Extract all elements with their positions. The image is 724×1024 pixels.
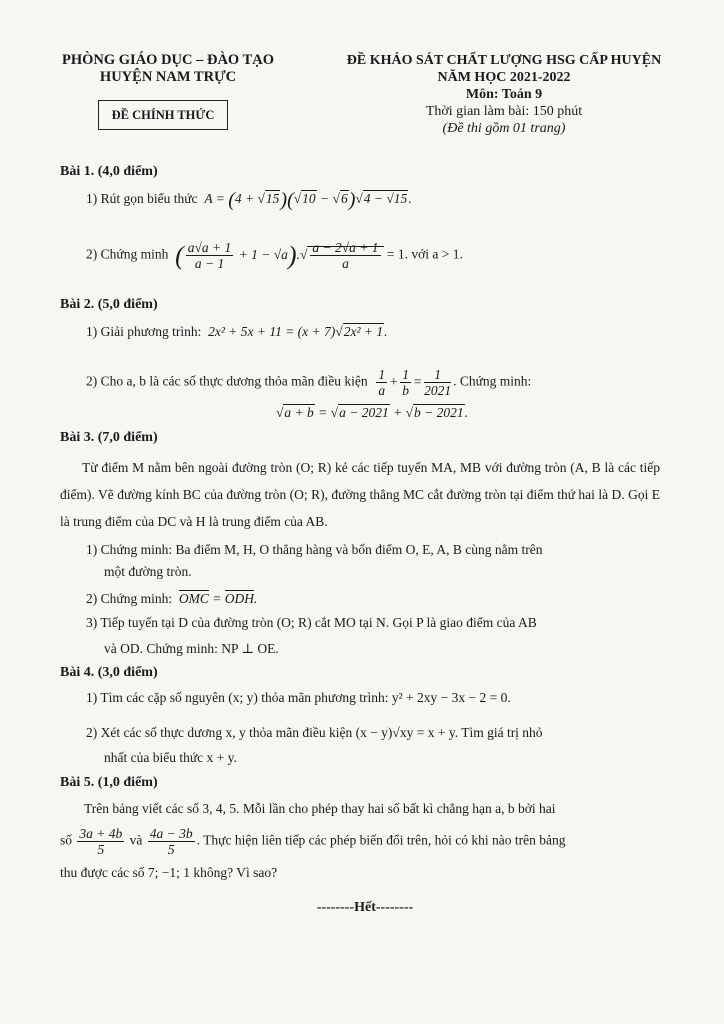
problem-4-title: Bài 4. (3,0 điểm) [60, 665, 158, 680]
problem-1-1-text: 1) Rút gọn biểu thức [86, 191, 198, 206]
problem-2-2-text: 2) Cho a, b là các số thực dương thỏa mãn điều kiện [86, 373, 368, 389]
time-limit: Thời gian làm bài: 150 phút [425, 104, 583, 119]
problem-5-line1: Trên bảng viết các số 3, 4, 5. Mỗi lần cho phép thay hai số bất kì chẳng hạn a, b bởi hai [84, 801, 556, 816]
problem-5-line2 [60, 826, 565, 857]
formula-1-1: A = (4 + √15)(√10 − √6)√4 − √15. [200, 188, 412, 211]
problem-2-1 [86, 323, 387, 341]
formula-2-2-condition: $\frac{1}{a}$ + $\frac{1}{b}$ = $\frac{1}{2021}$ [378, 367, 452, 398]
problem-3-2-text: 2) Chứng minh: [86, 591, 173, 606]
problem-5-line2-post: . Thực hiện liên tiếp các phép biến đổi trên, hỏi có khi nào trên bảng [196, 832, 566, 848]
problem-1-2-tail: = 1. với a > 1. [386, 246, 463, 262]
problem-3-2 [86, 590, 257, 608]
problem-1-title: Bài 1. (4,0 điểm) [60, 164, 158, 179]
problem-1-2 [86, 240, 463, 271]
problem-4-2-cont: nhất của biểu thức x + y. [104, 750, 237, 765]
department-name: PHÒNG GIÁO DỤC – ĐÀO TẠO [61, 52, 274, 68]
problem-4-1: 1) Tìm các cặp số nguyên (x; y) thỏa mãn phương trình: y² + 2xy − 3x − 2 = 0. [86, 690, 511, 705]
problem-3-3: 3) Tiếp tuyến tại D của đường tròn (O; R) cắt MO tại N. Gọi P là giao điểm của AB [86, 615, 537, 630]
formula-2-1: 2x² + 5x + 11 = (x + 7)√2x² + 1. [204, 324, 388, 339]
formula-5-second: $\frac{4a - 3b}{5}$ [149, 826, 193, 857]
problem-1-2-text: 2) Chứng minh [86, 246, 169, 262]
end-marker: --------Hết-------- [316, 900, 414, 915]
page-count: (Đề thi gồm 01 trang) [442, 121, 566, 136]
problem-2-2 [86, 367, 531, 398]
problem-3-3-cont: và OD. Chứng minh: NP ⊥ OE. [104, 641, 279, 656]
problem-2-2-tail: . Chứng minh: [453, 373, 532, 389]
formula-5-first: $\frac{3a + 4b}{5}$ [79, 826, 123, 857]
problem-3-title: Bài 3. (7,0 điểm) [60, 430, 158, 445]
problem-5-title: Bài 5. (1,0 điểm) [60, 775, 158, 790]
problem-4-2: 2) Xét các số thực dương x, y thỏa mãn điều kiện (x − y)√xy = x + y. Tìm giá trị nhỏ [86, 725, 543, 740]
subject: Môn: Toán 9 [465, 87, 543, 102]
problem-3-1: 1) Chứng minh: Ba điểm M, H, O thẳng hàng và bốn điểm O, E, A, B cùng nằm trên [86, 542, 543, 557]
problem-5-line2-and: và [129, 832, 143, 848]
problem-3-intro: Từ điểm M nằm bên ngoài đường tròn (O; R) kẻ các tiếp tuyến MA, MB với đường tròn (A, B là các tiếp điểm). Vẽ đường kính BC của đường tròn (O; R), đường thẳng MC cắt đường tròn tại điểm thứ hai là D. Gọi E là trung điểm của DC và H là trung điểm của AB. [60, 460, 660, 529]
exam-title: ĐỀ KHẢO SÁT CHẤT LƯỢNG HSG CẤP HUYỆN [346, 53, 662, 68]
problem-5-line3: thu được các số 7; −1; 1 không? Vì sao? [60, 865, 278, 880]
district-name: HUYỆN NAM TRỰC [99, 69, 237, 85]
problem-2-title: Bài 2. (5,0 điểm) [60, 297, 158, 312]
formula-1-2: ( $\frac{a√a + 1}{a - 1}$ + 1 − √a).√ $\frac{a - 2√a + 1}{a}$ [172, 247, 384, 262]
problem-3-1-cont: một đường tròn. [104, 564, 192, 579]
problem-1-1 [86, 190, 412, 209]
problem-2-1-text: 1) Giải phương trình: [86, 324, 202, 339]
department-header [48, 52, 288, 86]
formula-2-2-claim: √a + b = √a − 2021 + √b − 2021. [276, 405, 468, 420]
exam-header [318, 52, 690, 137]
problem-5-line2-pre: số [60, 832, 73, 848]
school-year: NĂM HỌC 2021-2022 [437, 70, 571, 85]
formula-3-2: OMC = ODH. [178, 591, 258, 606]
official-exam-box: ĐỀ CHÍNH THỨC [98, 100, 228, 130]
